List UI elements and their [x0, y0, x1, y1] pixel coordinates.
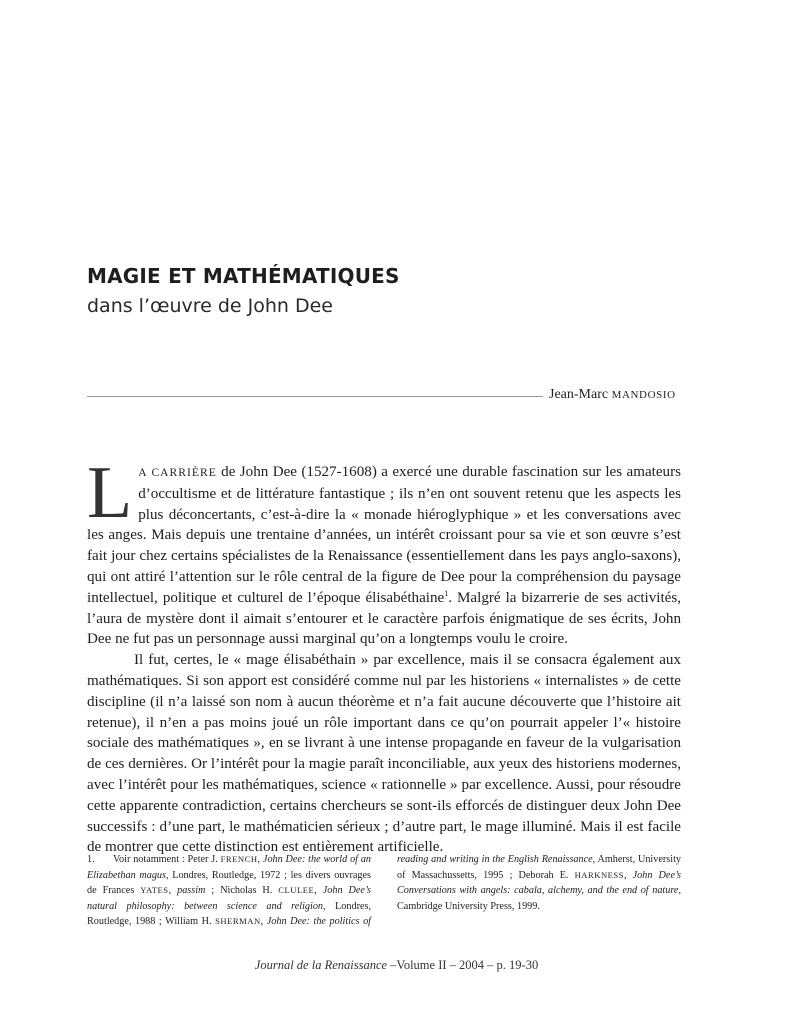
footnote-author: YATES: [140, 885, 169, 896]
article-subtitle: dans l’œuvre de John Dee: [87, 295, 333, 317]
footnote-text: ,: [257, 854, 263, 865]
footnote-text: ; Nicholas H.: [205, 885, 279, 897]
author-last-name: MANDOSIO: [611, 389, 676, 401]
footnote-book-title: passim: [177, 885, 206, 897]
footnote-book-title: John Dee’s Conversations with angels: cabala, alchemy, and the end of nature: [397, 869, 682, 897]
page-footer: [0, 958, 793, 973]
article-body: [87, 452, 681, 858]
paragraph-1-text: de John Dee (1527-1608) a exercé une durable fascination sur les amateurs d’occultisme et de littérature fantastique ; ils n’en ont souvent retenu que les aspects les plus déconcertants, c’est-à-dire la « monade hiéroglyphique » et les conversations avec les anges. Mais depuis une trentaine d’années, un intérêt croissant pour sa vie et son œuvre s’est fait jour chez certains spécialistes de la Renaissance (essentiellement dans les pays anglo-saxons), qui ont attiré l’attention sur le rôle central de la figure de Dee pour la compréhension du paysage intellectuel, politique et culturel de l’époque élisabéthaine: [87, 464, 681, 606]
footnote-text: , Londres, Routledge, 1972 ; les divers ouvrages de Frances: [87, 869, 371, 897]
footnote-text: Voir notamment : Peter J.: [113, 854, 221, 865]
footnote-author: SHERMAN: [215, 916, 261, 927]
journal-name: Journal de la Renaissance: [254, 958, 388, 972]
journal-issue: –Volume II – 2004 – p. 19-30: [387, 958, 539, 972]
author-rule: [87, 396, 543, 397]
footnote-reference[interactable]: 1: [444, 588, 449, 598]
paragraph-1: [87, 452, 681, 650]
footnote-author: HARKNESS: [574, 869, 624, 880]
footnote-book-title: John Dee’s natural philosophy: between science and religion: [87, 885, 371, 912]
footnote-book-title: John Dee: the world of an Elizabethan magus: [87, 854, 372, 881]
author-first-name: Jean-Marc: [549, 387, 612, 402]
footnote-1: [87, 852, 681, 930]
paragraph-1-end: . Malgré la bizarrerie de ses activités, l’aura de mystère dont il aimait s’entourer et le caractère parfois énigmatique de ses écrits, John Dee ne fut pas un personnage aussi marginal qu’on a longtemps voulu le croire.: [87, 589, 681, 648]
footnote-text: ,: [260, 916, 267, 928]
drop-cap: L: [87, 452, 133, 534]
footnote-text: ,: [314, 885, 323, 897]
opening-small-caps: A CARRIÈRE: [138, 466, 217, 479]
footnote-text: ,: [623, 869, 633, 881]
footnote-author: FRENCH: [220, 854, 258, 864]
article-title: MAGIE ET MATHÉMATIQUES: [87, 264, 400, 288]
footnote: [87, 852, 681, 930]
footnote-text: , Londres, Routledge, 1988 ; William H.: [87, 900, 371, 928]
footnote-text: ,: [168, 885, 178, 897]
footnote-text: , Amherst, University of Massachussetts, 1995 ; Deborah E.: [397, 854, 681, 881]
footnote-book-title: John Dee: the politics of reading and writing in the English Renaissance: [266, 854, 593, 928]
footnote-number: 1.: [87, 854, 95, 865]
footnote-author: CLULEE: [278, 885, 315, 896]
paragraph-2: Il fut, certes, le « mage élisabéthain » par excellence, mais il se consacra également aux mathématiques. Si son apport est considéré comme nul par les historiens « internalistes » de cette discipline (il n’a laissé son nom à aucun théorème et n’a fait aucune découverte que l’histoire ait retenue), il n’en a pas moins joué un rôle important dans ce qu’on pourrait appeler l’« histoire sociale des mathématiques », en se livrant à une intense propagande en faveur de la vulgarisation de ces dernières. Or l’intérêt pour la magie paraît inconciliable, aux yeux des historiens modernes, avec l’intérêt pour les mathématiques, science « rationnelle » par excellence. Aussi, pour résoudre cette apparente contradiction, certains chercheurs se sont-ils efforcés de distinguer deux John Dee successifs : d’une part, le mathématicien sérieux ; d’autre part, le mage illuminé. Mais il est facile de montrer que cette distinction est entièrement artificielle.: [87, 652, 681, 856]
author-line: [549, 387, 676, 403]
footnote-text: , Cambridge University Press, 1999.: [397, 885, 681, 912]
